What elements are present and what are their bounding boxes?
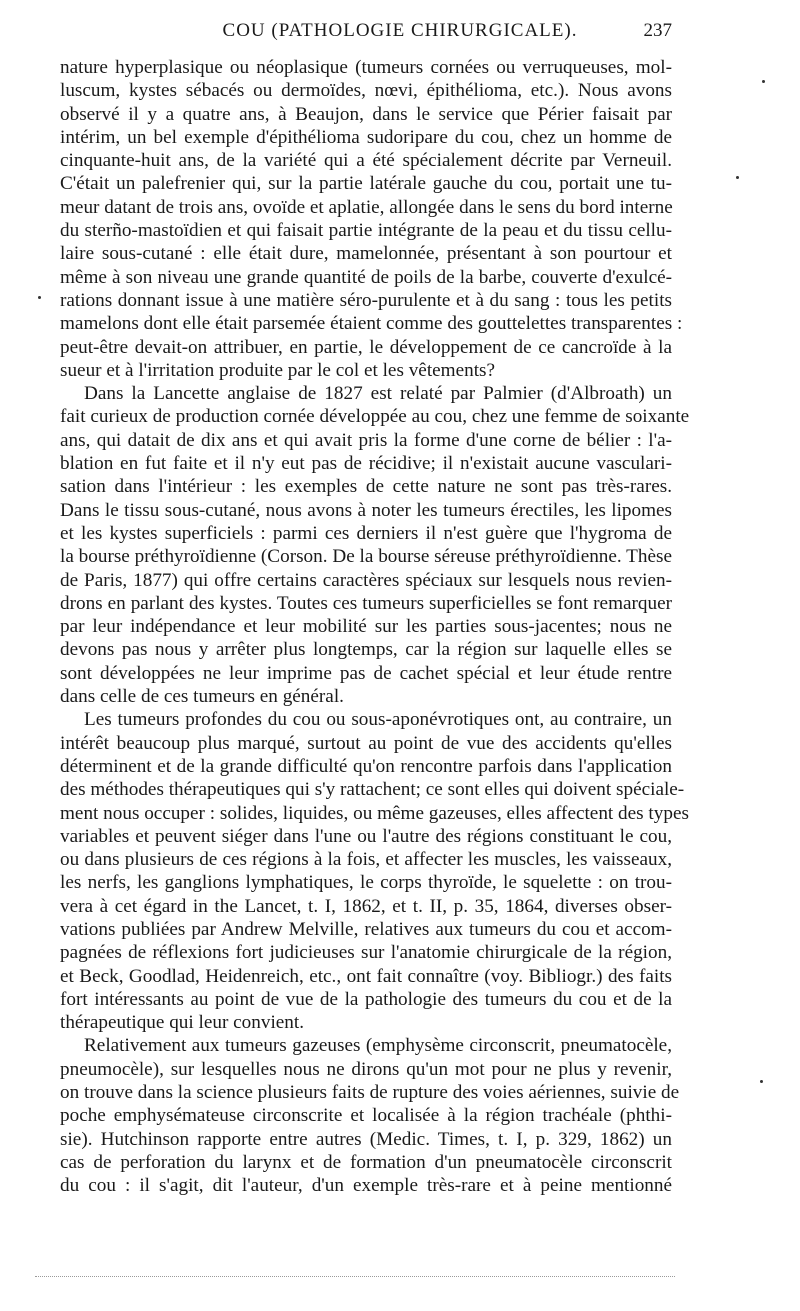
text-line: fait curieux de production cornée développée au cou, chez une femme de soixante: [60, 406, 690, 428]
text-line: C'était un palefrenier qui, sur la partie latérale gauche du cou, portait une tu-: [60, 173, 672, 195]
text-line: devons pas nous y arrêter plus longtemps, car la région sur laquelle elles se: [60, 639, 672, 661]
text-line: intérim, un bel exemple d'épithélioma sudoripare du cou, chez un homme de: [60, 126, 672, 148]
text-line: et les kystes superficiels : parmi ces derniers il n'est guère que l'hygroma de: [60, 522, 672, 544]
text-line: poche emphysémateuse circonscrite et localisée à la région trachéale (phthi-: [60, 1105, 672, 1127]
text-line: thérapeutique qui leur convient.: [60, 1012, 305, 1034]
text-line: sont développées ne leur imprime pas de cachet spécial et leur étude rentre: [60, 662, 672, 684]
text-line: les nerfs, les ganglions lymphatiques, le corps thyroïde, le squelette : on trou-: [60, 872, 672, 894]
paragraph-tumeurs-profondes: [60, 708, 689, 1034]
text-line: même à son niveau une grande quantité de poils de la barbe, couverte d'exulcé-: [60, 266, 672, 288]
paragraph-lancette: [60, 382, 690, 708]
running-title: COU (PATHOLOGIE CHIRURGICALE).: [222, 20, 578, 41]
print-speck: [736, 176, 739, 179]
text-line: vera à cet égard in the Lancet, t. I, 1862, et t. II, p. 35, 1864, diverses obser-: [60, 895, 672, 917]
text-line: intérêt beaucoup plus marqué, surtout au point de vue des accidents qu'elles: [60, 732, 672, 754]
text-line: laire sous-cutané : elle était dure, mamelonnée, présentant à son pourtour et: [60, 243, 672, 265]
text-line: sation dans l'intérieur : les exemples de cette nature ne sont pas très-rares.: [60, 476, 672, 498]
print-speck: [762, 80, 765, 83]
text-line: blation en fut faite et il n'y eut pas de récidive; il n'existait aucune vasculari-: [60, 453, 672, 475]
paragraph-epithelioma: [60, 56, 683, 382]
text-line: drons en parlant des kystes. Toutes ces tumeurs superficielles se font remarquer: [60, 592, 672, 614]
text-line: Dans le tissu sous-cutané, nous avons à noter les tumeurs érectiles, les lipomes: [60, 499, 672, 521]
text-line: ou dans plusieurs de ces régions à la fois, et affecter les muscles, les vaisseaux,: [60, 849, 672, 871]
text-line: vations publiées par Andrew Melville, relatives aux tumeurs du cou et accom-: [60, 918, 672, 940]
text-line: de Paris, 1877) qui offre certains caractères spéciaux sur lesquels nous revien-: [60, 569, 672, 591]
text-line: des méthodes thérapeutiques qui s'y rattachent; ce sont elles qui doivent spéciale-: [60, 779, 685, 801]
text-line: du sterño-mastoïdien et qui faisait partie intégrante de la peau et du tissu cellu-: [60, 220, 672, 242]
paragraph-tumeurs-gazeuses: [60, 1034, 680, 1197]
body-text: [60, 56, 690, 1198]
text-line: nature hyperplasique ou néoplasique (tumeurs cornées ou verruqueuses, mol-: [60, 57, 672, 78]
text-line: Les tumeurs profondes du cou ou sous-aponévrotiques ont, au contraire, un: [84, 709, 672, 731]
text-line: luscum, kystes sébacés ou dermoïdes, nœvi, épithélioma, etc.). Nous avons: [60, 80, 672, 102]
text-line: ment nous occuper : solides, liquides, ou même gazeuses, elles affectent des types: [60, 802, 689, 824]
text-line: cas de perforation du larynx et de formation d'un pneumatocèle circonscrit: [60, 1151, 672, 1173]
text-line: mamelons dont elle était parsemée étaient comme des gouttelettes transparentes :: [60, 313, 683, 335]
text-line: Relativement aux tumeurs gazeuses (emphysème circonscrit, pneumatocèle,: [84, 1035, 672, 1057]
text-line: ans, qui datait de dix ans et qui avait pris la forme d'une corne de bélier : l'a-: [60, 429, 672, 451]
text-line: on trouve dans la science plusieurs faits de rupture des voies aériennes, suivie de: [60, 1082, 680, 1104]
running-header: [0, 14, 800, 50]
text-line: pneumocèle), sur lesquelles nous ne dirons qu'un mot pour ne plus y revenir,: [60, 1058, 672, 1080]
page-number: 237: [643, 20, 672, 41]
text-line: observé il y a quatre ans, à Beaujon, dans le service que Périer faisait par: [60, 103, 672, 125]
print-speck: [38, 296, 41, 299]
footer-dotted-rule: [35, 1276, 675, 1277]
text-line: du cou : il s'agit, dit l'auteur, d'un exemple très-rare et à peine mentionné: [60, 1175, 672, 1197]
text-line: la bourse préthyroïdienne (Corson. De la bourse séreuse préthyroïdienne. Thèse: [60, 546, 672, 568]
text-line: variables et peuvent siéger dans l'une ou l'autre des régions constituant le cou,: [60, 825, 672, 847]
print-speck: [760, 1080, 763, 1083]
text-line: rations donnant issue à une matière séro-purulente et à du sang : tous les petits: [60, 289, 672, 311]
text-line: peut-être devait-on attribuer, en partie, le développement de ce cancroïde à la: [60, 336, 672, 358]
text-line: fort intéressants au point de vue de la pathologie des tumeurs du cou et de la: [60, 988, 672, 1010]
text-line: pagnées de réflexions fort judicieuses sur l'anatomie chirurgicale de la région,: [60, 942, 672, 964]
text-line: par leur indépendance et leur mobilité sur les parties sous-jacentes; nous ne: [60, 616, 672, 638]
text-line: sueur et à l'irritation produite par le col et les vêtements?: [60, 359, 496, 381]
text-line: dans celle de ces tumeurs en général.: [60, 686, 344, 708]
text-line: déterminent et de la grande difficulté qu'on rencontre parfois dans l'application: [60, 755, 672, 777]
text-line: Dans la Lancette anglaise de 1827 est relaté par Palmier (d'Albroath) un: [84, 383, 672, 405]
text-line: cinquante-huit ans, de la variété qui a été spécialement décrite par Verneuil.: [60, 150, 672, 172]
text-line: meur datant de trois ans, ovoïde et aplatie, allongée dans le sens du bord interne: [60, 196, 673, 218]
text-line: et Beck, Goodlad, Heidenreich, etc., ont fait connaître (voy. Bibliogr.) des faits: [60, 965, 672, 987]
text-line: sie). Hutchinson rapporte entre autres (Medic. Times, t. I, p. 329, 1862) un: [60, 1128, 672, 1150]
